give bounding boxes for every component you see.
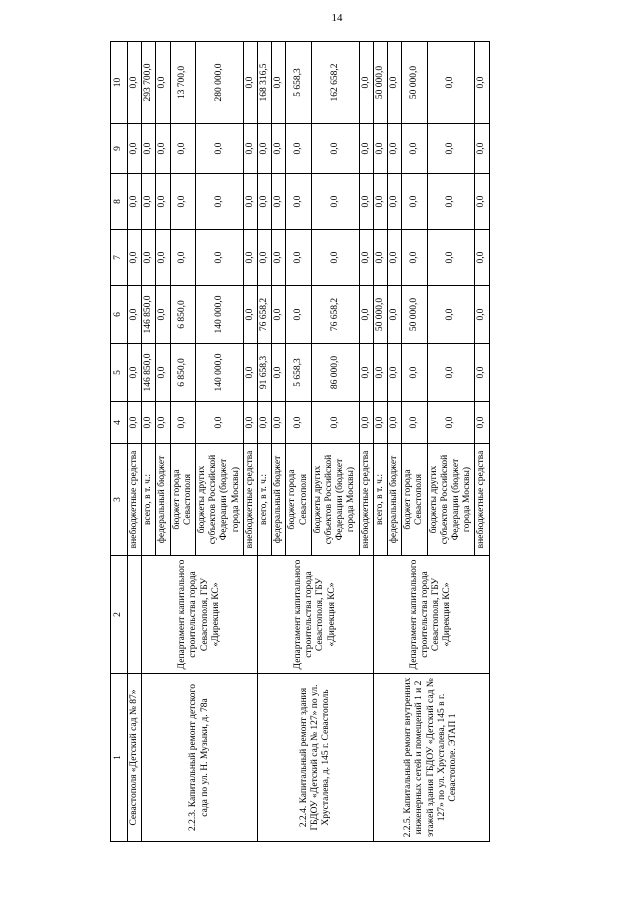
- value-cell: 76 658,2: [258, 286, 272, 344]
- budget-table: [110, 41, 490, 842]
- value-cell: 0,0: [128, 344, 142, 402]
- value-cell: 0,0: [359, 286, 373, 344]
- value-cell: 146 850,0: [142, 286, 156, 344]
- value-cell: 0,0: [170, 124, 195, 174]
- measure-name: 2.2.5. Капитальный ремонт внутренних инженерных сетей и помещений 1 и 2 этажей здания ГБДОУ «Детский сад № 127» по ул. Хрусталева, 145 в г. Севастополе. ЭТАП 1: [373, 674, 489, 842]
- value-cell: 0,0: [156, 344, 170, 402]
- value-cell: 0,0: [402, 174, 427, 230]
- header-row: [111, 42, 128, 842]
- value-cell: 0,0: [272, 402, 286, 444]
- source-cell: бюджеты других субъектов Российской Федерации (бюджет города Москвы): [311, 444, 359, 556]
- value-cell: 0,0: [196, 402, 244, 444]
- value-cell: 0,0: [402, 230, 427, 286]
- value-cell: 0,0: [359, 42, 373, 124]
- value-cell: 0,0: [388, 286, 402, 344]
- value-cell: 0,0: [359, 174, 373, 230]
- value-cell: 0,0: [156, 42, 170, 124]
- value-cell: 0,0: [475, 402, 489, 444]
- table-row: [258, 42, 272, 842]
- value-cell: 0,0: [258, 174, 272, 230]
- value-cell: 5 658,3: [286, 344, 311, 402]
- value-cell: 0,0: [311, 402, 359, 444]
- table-row: [142, 42, 156, 842]
- value-cell: 0,0: [359, 124, 373, 174]
- header-cell: 7: [111, 230, 128, 286]
- value-cell: 0,0: [272, 174, 286, 230]
- value-cell: 0,0: [272, 230, 286, 286]
- value-cell: 50 000,0: [373, 286, 387, 344]
- value-cell: 50 000,0: [373, 42, 387, 124]
- value-cell: 0,0: [258, 402, 272, 444]
- value-cell: 0,0: [170, 230, 195, 286]
- table-row: [373, 42, 387, 842]
- value-cell: 0,0: [128, 124, 142, 174]
- executor-cell: Департамент капитального строительства города Севастополя, ГБУ «Дирекция КС»: [373, 556, 489, 674]
- value-cell: 0,0: [402, 344, 427, 402]
- source-cell: федеральный бюджет: [388, 444, 402, 556]
- value-cell: 0,0: [196, 174, 244, 230]
- value-cell: 0,0: [427, 174, 475, 230]
- value-cell: 0,0: [373, 402, 387, 444]
- source-cell: внебюджетные средства: [243, 444, 257, 556]
- value-cell: 0,0: [427, 42, 475, 124]
- value-cell: 0,0: [156, 286, 170, 344]
- value-cell: 0,0: [128, 402, 142, 444]
- source-cell: внебюджетные средства: [475, 444, 489, 556]
- value-cell: 0,0: [258, 230, 272, 286]
- header-cell: 4: [111, 402, 128, 444]
- value-cell: 0,0: [427, 286, 475, 344]
- value-cell: 0,0: [243, 286, 257, 344]
- value-cell: 76 658,2: [311, 286, 359, 344]
- value-cell: 0,0: [427, 402, 475, 444]
- measure-name: 2.2.4. Капитальный ремонт здания ГБДОУ «Детский сад № 127» по ул. Хрусталева, д. 145 г. Севастополь: [258, 674, 374, 842]
- value-cell: 0,0: [373, 230, 387, 286]
- value-cell: 146 850,0: [142, 344, 156, 402]
- value-cell: 0,0: [475, 286, 489, 344]
- value-cell: 0,0: [388, 42, 402, 124]
- value-cell: 0,0: [156, 402, 170, 444]
- value-cell: 0,0: [475, 174, 489, 230]
- value-cell: 0,0: [243, 402, 257, 444]
- value-cell: 0,0: [170, 402, 195, 444]
- value-cell: 0,0: [373, 344, 387, 402]
- value-cell: 140 000,0: [196, 344, 244, 402]
- value-cell: 91 658,3: [258, 344, 272, 402]
- value-cell: 6 850,0: [170, 286, 195, 344]
- value-cell: 0,0: [402, 402, 427, 444]
- value-cell: 0,0: [475, 344, 489, 402]
- value-cell: 0,0: [196, 230, 244, 286]
- value-cell: 0,0: [402, 124, 427, 174]
- value-cell: 0,0: [243, 230, 257, 286]
- value-cell: 0,0: [286, 402, 311, 444]
- value-cell: 0,0: [156, 174, 170, 230]
- header-cell: 1: [111, 674, 128, 842]
- source-cell: внебюджетные средства: [128, 444, 142, 556]
- value-cell: 168 316,5: [258, 42, 272, 124]
- value-cell: 162 658,2: [311, 42, 359, 124]
- value-cell: 0,0: [196, 124, 244, 174]
- continuation-name: Севастополя «Детский сад № 87»: [128, 674, 142, 842]
- value-cell: 50 000,0: [402, 42, 427, 124]
- source-cell: всего, в т. ч.:: [373, 444, 387, 556]
- value-cell: 5 658,3: [286, 42, 311, 124]
- value-cell: 6 850,0: [170, 344, 195, 402]
- source-cell: бюджет города Севастополя: [402, 444, 427, 556]
- value-cell: 0,0: [142, 174, 156, 230]
- source-cell: бюджет города Севастополя: [170, 444, 195, 556]
- value-cell: 0,0: [373, 174, 387, 230]
- value-cell: 0,0: [272, 124, 286, 174]
- value-cell: 0,0: [475, 230, 489, 286]
- value-cell: 0,0: [142, 402, 156, 444]
- value-cell: 13 700,0: [170, 42, 195, 124]
- value-cell: 280 000,0: [196, 42, 244, 124]
- value-cell: 0,0: [286, 286, 311, 344]
- value-cell: 0,0: [258, 124, 272, 174]
- value-cell: 0,0: [243, 42, 257, 124]
- value-cell: 0,0: [243, 174, 257, 230]
- value-cell: 0,0: [475, 124, 489, 174]
- value-cell: 0,0: [427, 124, 475, 174]
- value-cell: 0,0: [128, 286, 142, 344]
- source-cell: бюджеты других субъектов Российской Федерации (бюджет города Москвы): [427, 444, 475, 556]
- value-cell: 0,0: [388, 174, 402, 230]
- value-cell: 86 000,0: [311, 344, 359, 402]
- value-cell: 0,0: [272, 344, 286, 402]
- value-cell: 0,0: [286, 124, 311, 174]
- value-cell: 0,0: [243, 124, 257, 174]
- header-cell: 9: [111, 124, 128, 174]
- value-cell: 0,0: [311, 230, 359, 286]
- value-cell: 0,0: [286, 230, 311, 286]
- value-cell: 293 700,0: [142, 42, 156, 124]
- header-cell: 10: [111, 42, 128, 124]
- source-cell: всего, в т. ч.:: [142, 444, 156, 556]
- value-cell: 0,0: [272, 42, 286, 124]
- continuation-executor: [128, 556, 142, 674]
- value-cell: 0,0: [311, 174, 359, 230]
- rotated-table-container: [110, 42, 490, 842]
- source-cell: федеральный бюджет: [272, 444, 286, 556]
- value-cell: 0,0: [373, 124, 387, 174]
- value-cell: 0,0: [272, 286, 286, 344]
- header-cell: 8: [111, 174, 128, 230]
- value-cell: 0,0: [359, 230, 373, 286]
- header-cell: 2: [111, 556, 128, 674]
- value-cell: 0,0: [142, 124, 156, 174]
- source-cell: бюджеты других субъектов Российской Федерации (бюджет города Москвы): [196, 444, 244, 556]
- value-cell: 0,0: [388, 344, 402, 402]
- value-cell: 0,0: [427, 230, 475, 286]
- value-cell: 0,0: [475, 42, 489, 124]
- value-cell: 0,0: [156, 230, 170, 286]
- value-cell: 50 000,0: [402, 286, 427, 344]
- value-cell: 0,0: [170, 174, 195, 230]
- source-cell: бюджет города Севастополя: [286, 444, 311, 556]
- value-cell: 140 000,0: [196, 286, 244, 344]
- value-cell: 0,0: [311, 124, 359, 174]
- value-cell: 0,0: [388, 230, 402, 286]
- value-cell: 0,0: [156, 124, 170, 174]
- header-cell: 3: [111, 444, 128, 556]
- source-cell: всего, в т. ч.:: [258, 444, 272, 556]
- value-cell: 0,0: [128, 42, 142, 124]
- table-row: [128, 42, 142, 842]
- source-cell: внебюджетные средства: [359, 444, 373, 556]
- value-cell: 0,0: [388, 402, 402, 444]
- value-cell: 0,0: [286, 174, 311, 230]
- header-cell: 6: [111, 286, 128, 344]
- page-number: 14: [331, 12, 343, 24]
- executor-cell: Департамент капитального строительства города Севастополя, ГБУ «Дирекция КС»: [258, 556, 374, 674]
- value-cell: 0,0: [427, 344, 475, 402]
- value-cell: 0,0: [388, 124, 402, 174]
- value-cell: 0,0: [359, 344, 373, 402]
- measure-name: 2.2.3. Капитальный ремонт детского сада по ул. Н. Музыки, д. 78а: [142, 674, 258, 842]
- value-cell: 0,0: [128, 230, 142, 286]
- source-cell: федеральный бюджет: [156, 444, 170, 556]
- value-cell: 0,0: [359, 402, 373, 444]
- executor-cell: Департамент капитального строительства города Севастополя, ГБУ «Дирекция КС»: [142, 556, 258, 674]
- value-cell: 0,0: [142, 230, 156, 286]
- header-cell: 5: [111, 344, 128, 402]
- value-cell: 0,0: [243, 344, 257, 402]
- value-cell: 0,0: [128, 174, 142, 230]
